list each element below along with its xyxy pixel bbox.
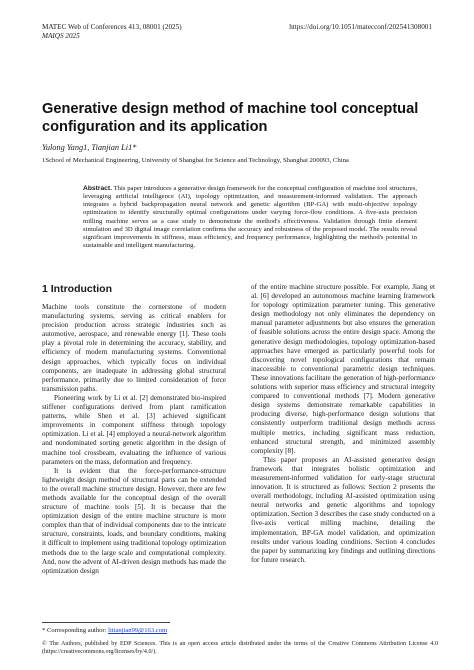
paragraph: Pioneering work by Li et al. [2] demonstrated bio-inspired stiffener configurations derived from plant ramification patterns, while Shen et al. [3] achieved significant improvements in component stiffness through topology optimization. Li et al. [4] employed a neural-network algorithm and nondominated sorting genetic algorithm in the design of machine tool crossbeam, evaluating the influence of various parameters on the mass, deformation and frequency. [42,393,226,466]
paragraph: of the entire machine structure possible. For example, Jiang et al. [6] developed an autonomous machine learning framework for topology optimization parameter tuning. This generative design methodology not only eliminates the dependency on manual parameter adjustments but also ensures the generation of feasible solutions across the entire design space. Among the generative design methodologies, topology optimization-based approaches have emerged as particularly powerful tools for discovering novel topological configurations that remain inaccessible to conventional parametric design techniques. These innovations facilitate the generation of high-performance solutions with superior mass efficiency and structural integrity compared to conventional methods [7]. Modern generative design systems demonstrate remarkable capabilities in producing diverse, high-performance design solutions that consistently outperform traditional design methods across multiple metrics, including significant mass reduction, enhanced structural strength, and minimized assembly complexity [8]. [251,283,435,455]
abstract-label: Abstract. [83,185,112,192]
journal-citation: MATEC Web of Conferences 413, 08001 (2025) [42,23,182,31]
body-column-right [251,283,435,565]
email-link[interactable]: litianjian99@163.com [108,627,168,634]
section-title: Introduction [50,283,113,295]
running-header-left [42,23,182,41]
paragraph: It is evident that the force-performance-structure lightweight design method of structural parts can be extended to the overall machine structure design. However, there are few methods available for the conceptual design of the overall structure of machine tools [5]. It is because that the optimization design of the entire machine structure is more complex than that of individual components due to the intricate structure, constraints, loads, and boundary conditions, making it difficult to implement using traditional topology optimization methods due to the large scale and computational complexity. And, now the advent of AI-driven design methods has made the optimization design [42,466,226,575]
license-notice: © The Authors, published by EDP Sciences. This is an open access article distributed under the terms of the Creative Commons Attribution License 4.0 (https://creativecommons.org/licenses/by/4.0/). [42,641,438,655]
corresponding-author-footnote [42,627,167,634]
body-column-left [42,303,226,576]
paragraph: This paper proposes an AI-assisted generative design framework that integrates holistic optimization and measurement-informed validation for early-stage structural innovation. It is structured as follows: Section 2 presents the overall methodology, including AI-assisted optimization using neural networks and genetic algorithms and topology optimization. Section 3 describes the case study conducted on a five-axis vertical milling machine, detailing the implementation, BP-GA model validation, and optimization results under various loading conditions. Section 4 concludes the paper by summarizing key findings and outlining directions for future research. [251,455,435,564]
author-list: Yulong Yang1, Tianjian Li1* [42,143,137,152]
section-heading [42,283,112,295]
footnote-divider [42,622,170,623]
abstract [83,185,417,250]
doi-link[interactable]: https://doi.org/10.1051/matecconf/202541308001 [289,23,432,31]
author-affiliation: 1School of Mechanical Engineering, University of Shanghai for Science and Technology, Shanghai 200093, China [42,157,349,164]
footnote-label: * Corresponding author: [42,627,109,634]
paragraph: Machine tools constitute the cornerstone of modern manufacturing systems, serving as critical enablers for precision production across strategic industries such as automotive, aerospace, and renewable energy [1]. These tools play a pivotal role in determining the accuracy, stability, and efficiency of modern manufacturing systems. Conventional design approaches, which typically focus on individual components, are inadequate in addressing global structural performance, primarily due to limited consideration of force transmission paths. [42,303,226,393]
paper-title: Generative design method of machine tool conceptual configuration and its application [42,101,419,135]
abstract-text: This paper introduces a generative design framework for the conceptual configuration of machine tool structures, leveraging artificial intelligence (AI), topology optimization, and measurement-informed validation. The approach integrates a hybrid backpropagation neural network and genetic algorithm (BP-GA) with multi-objective topology optimization to identify structurally optimal configurations under varying force-flow conditions. A five-axis precision milling machine serves as a case study to demonstrate the method's effectiveness. Validation through finite element simulation and 3D digital image correlation confirms the accuracy and robustness of the proposed model. The results reveal significant improvements in stiffness, mass efficiency, and frequency performance, highlighting the method's potential in sustainable and intelligent manufacturing. [83,185,417,250]
section-number: 1 [42,283,48,295]
conference-name: MAIQS 2025 [42,32,80,40]
